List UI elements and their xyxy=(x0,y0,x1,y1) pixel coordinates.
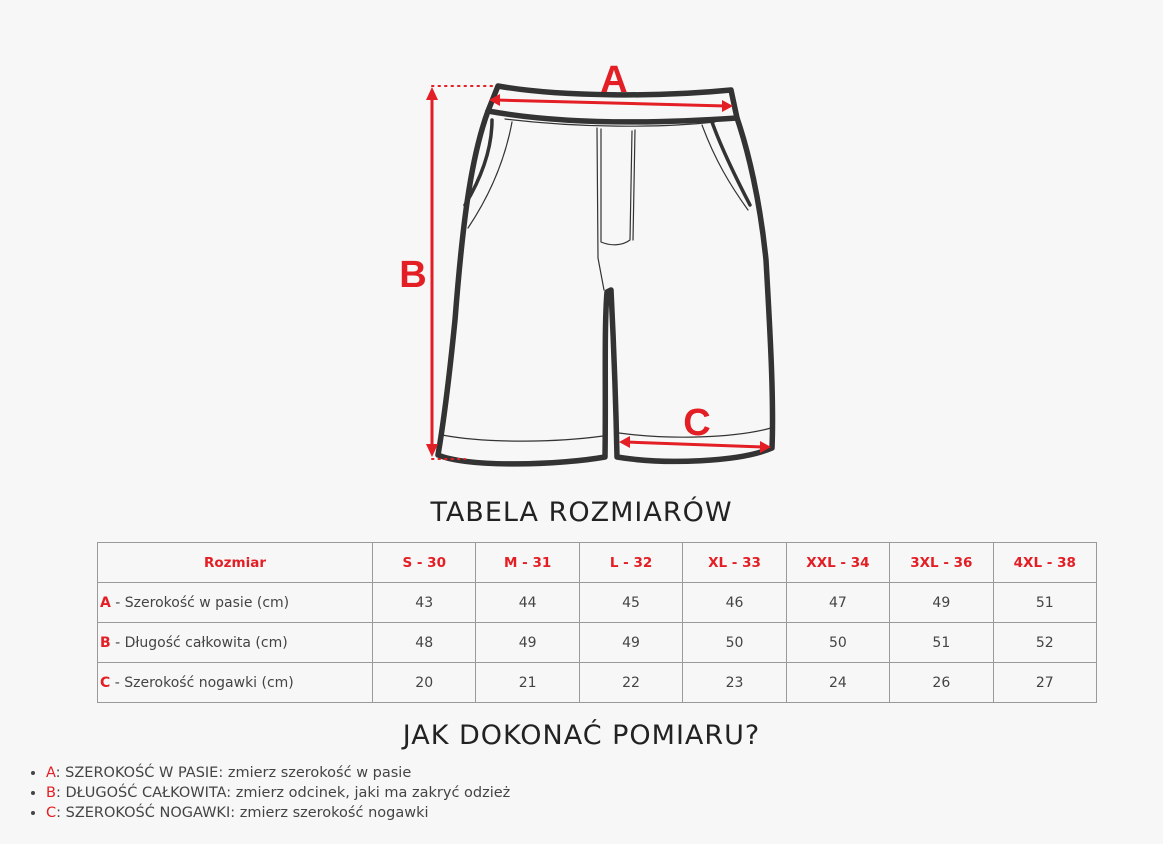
table-cell: 24 xyxy=(786,663,889,703)
row-key: B xyxy=(100,634,111,651)
shorts-outline xyxy=(438,86,773,464)
instructions-title: JAK DOKONAĆ POMIARU? xyxy=(402,720,761,751)
table-cell: 50 xyxy=(786,623,889,663)
table-cell: 51 xyxy=(890,623,993,663)
table-row xyxy=(98,583,1097,623)
table-cell: 49 xyxy=(579,623,682,663)
size-table-title: TABELA ROZMIARÓW xyxy=(430,497,733,528)
header-cell: 4XL - 38 xyxy=(993,543,1096,583)
table-cell: 49 xyxy=(476,623,579,663)
table-cell: 20 xyxy=(373,663,476,703)
item-text: : SZEROKOŚĆ W PASIE: zmierz szerokość w pasie xyxy=(55,765,412,781)
table-cell: 51 xyxy=(993,583,1096,623)
item-key: B xyxy=(46,785,56,801)
row-key: A xyxy=(100,594,111,611)
row-label xyxy=(98,583,373,623)
header-cell: L - 32 xyxy=(579,543,682,583)
item-key: C xyxy=(46,805,57,821)
table-cell: 26 xyxy=(890,663,993,703)
list-item xyxy=(46,803,510,823)
table-cell: 43 xyxy=(373,583,476,623)
table-cell: 23 xyxy=(683,663,786,703)
table-cell: 44 xyxy=(476,583,579,623)
item-text: : DŁUGOŚĆ CAŁKOWITA: zmierz odcinek, jaki ma zakryć odzież xyxy=(55,785,511,801)
label-c: C xyxy=(683,402,711,444)
instructions-list xyxy=(26,763,510,823)
item-key: A xyxy=(46,765,56,781)
header-cell: 3XL - 36 xyxy=(890,543,993,583)
table-row xyxy=(98,663,1097,703)
header-cell: Rozmiar xyxy=(98,543,373,583)
table-cell: 52 xyxy=(993,623,1096,663)
item-text: : SZEROKOŚĆ NOGAWKI: zmierz szerokość nogawki xyxy=(56,805,429,821)
row-label xyxy=(98,663,373,703)
header-cell: S - 30 xyxy=(373,543,476,583)
table-cell: 49 xyxy=(890,583,993,623)
label-b: B xyxy=(399,254,427,296)
header-cell: M - 31 xyxy=(476,543,579,583)
table-cell: 27 xyxy=(993,663,1096,703)
table-cell: 45 xyxy=(579,583,682,623)
table-cell: 22 xyxy=(579,663,682,703)
size-table xyxy=(97,542,1097,703)
list-item xyxy=(46,763,510,783)
row-label-text: - Szerokość w pasie (cm) xyxy=(110,594,290,611)
table-cell: 50 xyxy=(683,623,786,663)
table-header-row xyxy=(98,543,1097,583)
row-label-text: - Długość całkowita (cm) xyxy=(110,634,288,651)
label-a: A xyxy=(600,59,628,101)
table-cell: 47 xyxy=(786,583,889,623)
table-cell: 48 xyxy=(373,623,476,663)
row-label-text: - Szerokość nogawki (cm) xyxy=(110,674,294,691)
table-cell: 46 xyxy=(683,583,786,623)
header-cell: XL - 33 xyxy=(683,543,786,583)
row-label xyxy=(98,623,373,663)
table-cell: 21 xyxy=(476,663,579,703)
list-item xyxy=(46,783,510,803)
table-row xyxy=(98,623,1097,663)
header-cell: XXL - 34 xyxy=(786,543,889,583)
row-key: C xyxy=(100,674,111,691)
